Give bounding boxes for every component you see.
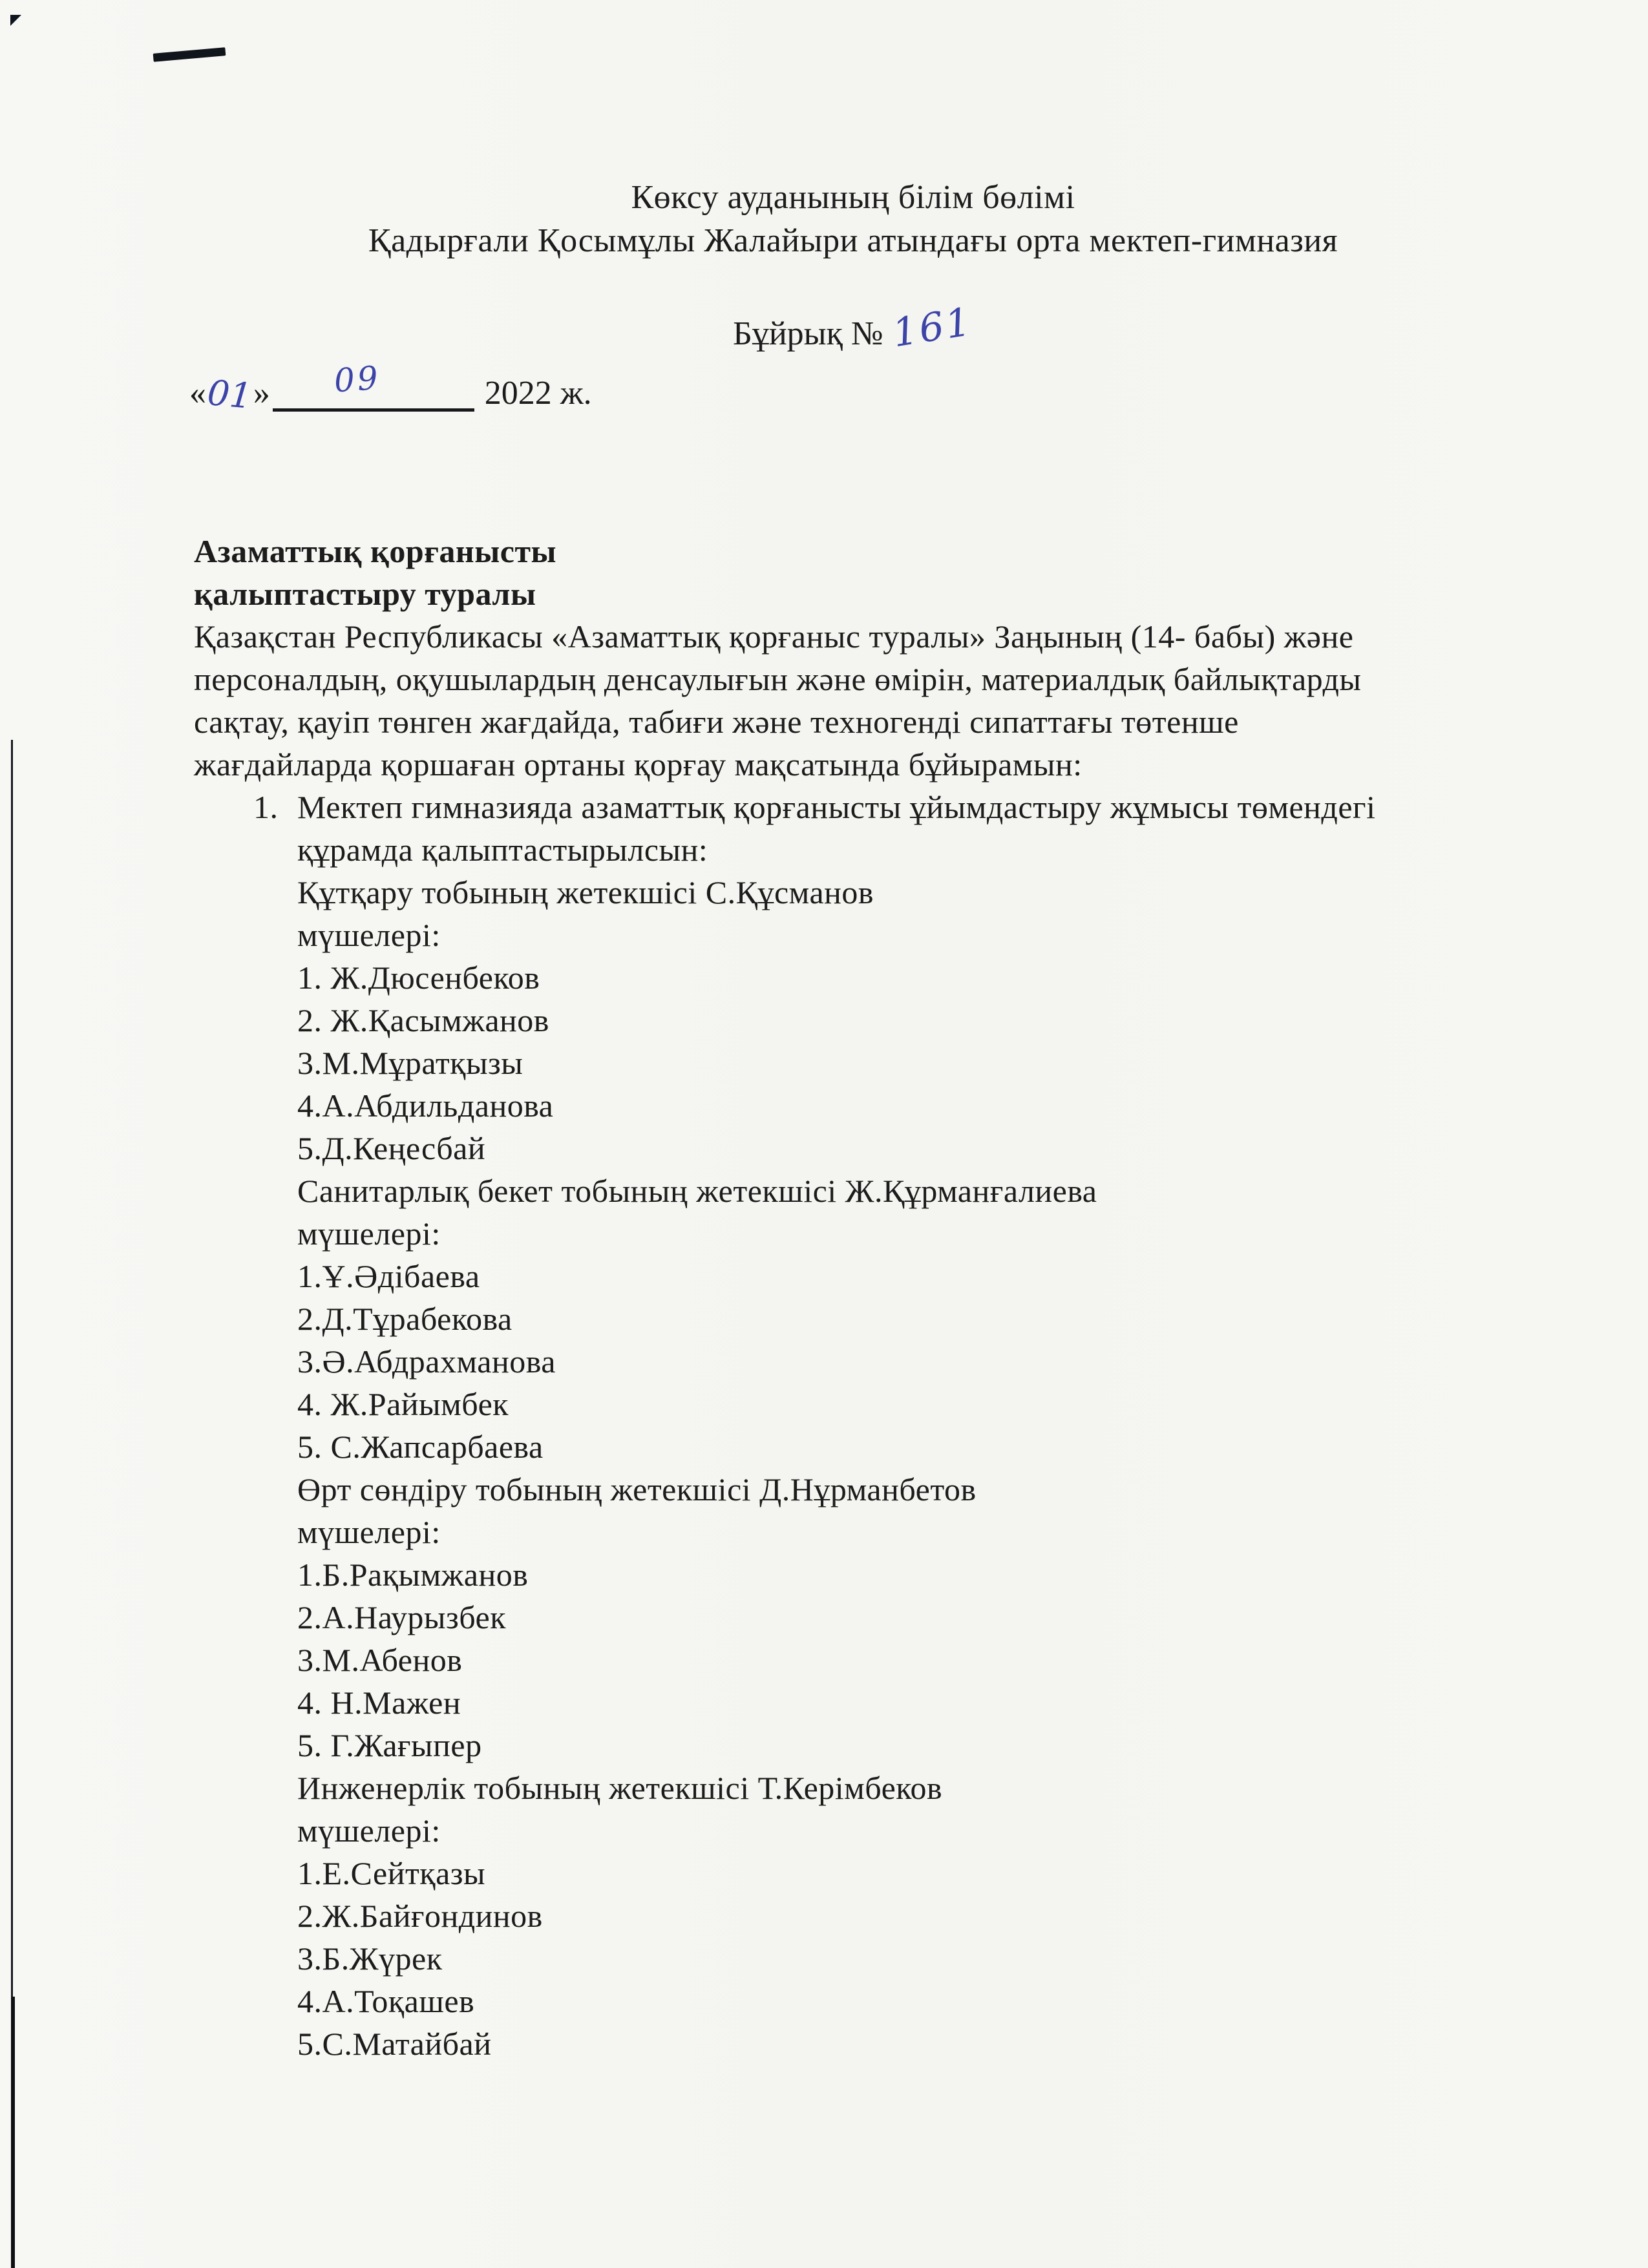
preamble-line: жағдайларда қоршаған ортаны қорғау мақсатында бұйырамын: [194, 746, 1083, 782]
member-line: 2.Ж.Байғондинов [297, 1898, 543, 1934]
group-title: Өрт сөндіру тобының жетекшісі Д.Нұрманбетов [297, 1471, 977, 1507]
group-title: Санитарлық бекет тобының жетекшісі Ж.Құрманғалиева [297, 1173, 1097, 1209]
member-line: 1. Ж.Дюсенбеков [297, 960, 540, 996]
school-title: Қадырғали Қосымұлы Жалайыри атындағы орта мектеп-гимназия [368, 222, 1338, 259]
member-line: 2.Д.Тұрабекова [297, 1301, 512, 1337]
member-line: 5.С.Матайбай [297, 2026, 492, 2062]
date-line [189, 359, 592, 417]
ink-mark-artifact [153, 47, 226, 62]
preamble-line: Қазақстан Республикасы «Азаматтық қорғаныс туралы» Заңының (14- бабы) және [194, 618, 1354, 655]
day-handwritten: 01 [206, 372, 254, 417]
member-line: 3.М.Абенов [297, 1642, 463, 1678]
document-header [194, 176, 1512, 262]
member-line: 4. Ж.Райымбек [297, 1386, 509, 1422]
group-members-label: мүшелері: [297, 1215, 441, 1252]
group-members-label: мүшелері: [297, 1514, 441, 1550]
member-line: 5.Д.Кеңесбай [297, 1130, 486, 1166]
list-item-number: 1. [253, 789, 279, 825]
order-number-handwritten: 161 [889, 299, 976, 357]
member-line: 3.Б.Жүрек [297, 1940, 443, 1977]
scan-corner-artifact [10, 15, 21, 26]
list-item-1 [194, 786, 1375, 828]
group-members-label: мүшелері: [297, 1812, 441, 1849]
group-title: Құтқару тобының жетекшісі С.Құсманов [297, 874, 874, 910]
member-line: 4. Н.Мажен [297, 1685, 461, 1721]
member-line: 5. Г.Жағыпер [297, 1727, 482, 1763]
order-label: Бұйрық № [732, 315, 883, 352]
month-handwritten: 09 [332, 359, 382, 400]
group-members-label: мүшелері: [297, 917, 441, 953]
group-title: Инженерлік тобының жетекшісі Т.Керімбеков [297, 1770, 943, 1806]
preamble-line: сақтау, қауіп төнген жағдайда, табиғи және техногенді сипаттағы төтенше [194, 704, 1239, 740]
subject-line-1: Азаматтық қорғанысты [194, 533, 557, 569]
member-line: 1.Е.Сейтқазы [297, 1855, 486, 1891]
member-line: 3.М.Мұратқызы [297, 1045, 523, 1081]
member-line: 5. С.Жапсарбаева [297, 1429, 544, 1465]
member-line: 4.А.Тоқашев [297, 1983, 475, 2019]
year-label: 2022 ж. [484, 375, 592, 412]
subject-line-2: қалыптастыру туралы [194, 576, 536, 612]
member-line: 3.Ә.Абдрахманова [297, 1343, 556, 1380]
department-title: Көксу ауданының білім бөлімі [631, 179, 1075, 216]
scan-edge-line-bottom [11, 1997, 15, 2268]
member-line: 4.А.Абдильданова [297, 1087, 554, 1124]
member-line: 2.А.Наурызбек [297, 1599, 506, 1635]
member-line: 2. Ж.Қасымжанов [297, 1002, 549, 1038]
member-line: 1.Ұ.Әдібаева [297, 1258, 480, 1294]
open-quote: « [189, 375, 206, 412]
list-item-text: Мектеп гимназияда азаматтық қорғанысты ұйымдастыру жұмысы төмендегі [297, 789, 1376, 825]
member-line: 1.Б.Рақымжанов [297, 1557, 529, 1593]
document-body [194, 530, 1375, 2065]
close-quote: » [253, 375, 270, 412]
list-item-continuation: құрамда қалыптастырылсын: [297, 832, 708, 868]
date-blank-underline [273, 359, 474, 412]
preamble-line: персоналдың, оқушылардың денсаулығын және өмірін, материалдық байлықтарды [194, 661, 1362, 697]
order-title-line [194, 299, 1512, 357]
